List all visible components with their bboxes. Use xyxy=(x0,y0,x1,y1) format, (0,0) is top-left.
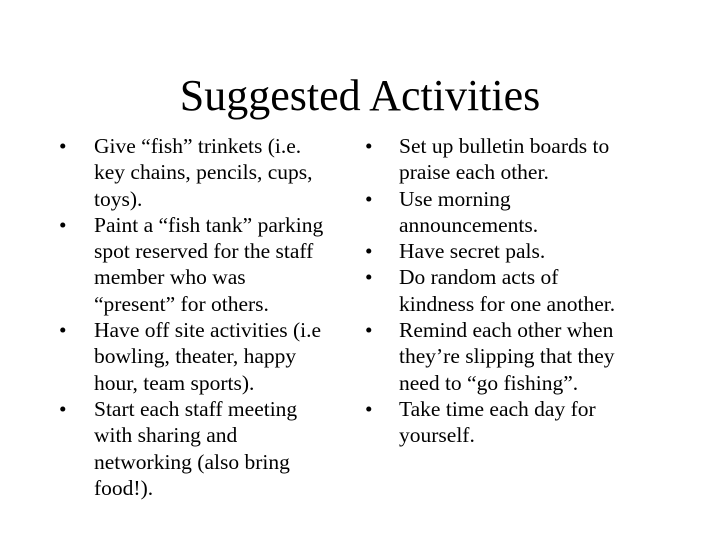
bullet-icon: • xyxy=(365,396,373,421)
bullet-icon: • xyxy=(365,265,373,290)
bullet-line: praise each other. xyxy=(399,160,549,185)
bullet-item xyxy=(362,133,662,186)
bullet-item xyxy=(362,264,662,317)
bullet-line: key chains, pencils, cups, xyxy=(94,160,313,185)
bullet-line: Take time each day for xyxy=(399,396,596,421)
bullet-line: Use morning xyxy=(399,186,511,211)
bullet-line: spot reserved for the staff xyxy=(94,239,314,264)
bullet-item xyxy=(362,186,662,239)
bullet-icon: • xyxy=(365,186,373,211)
bullet-icon: • xyxy=(365,239,373,264)
bullet-line: food!). xyxy=(94,475,154,500)
bullet-icon: • xyxy=(59,212,67,237)
bullet-item xyxy=(57,396,355,501)
bullet-line: networking (also bring xyxy=(94,449,290,474)
bullet-icon: • xyxy=(365,134,373,158)
bullet-line: Give “fish” trinkets (i.e. xyxy=(94,134,302,158)
bullet-line: Have secret pals. xyxy=(399,239,546,264)
bullet-item xyxy=(57,317,355,396)
slide-title: Suggested Activities xyxy=(179,71,541,120)
bullet-item xyxy=(57,133,355,212)
bullet-item xyxy=(362,396,662,449)
bullet-item xyxy=(362,317,662,396)
bullet-line: bowling, theater, happy xyxy=(94,344,297,369)
bullet-line: Remind each other when xyxy=(399,318,614,343)
bullet-icon: • xyxy=(59,318,67,343)
bullet-line: hour, team sports). xyxy=(94,370,255,395)
bullet-line: they’re slipping that they xyxy=(399,344,615,369)
bullet-icon: • xyxy=(365,318,373,343)
bullet-line: Do random acts of xyxy=(399,265,559,290)
bullet-line: Set up bulletin boards to xyxy=(399,134,610,158)
bullet-line: announcements. xyxy=(399,212,539,237)
bullet-line: Paint a “fish tank” parking xyxy=(94,212,324,237)
bullet-icon: • xyxy=(59,134,67,158)
bullet-line: yourself. xyxy=(399,423,475,448)
bullet-item xyxy=(57,212,355,317)
bullet-item xyxy=(362,238,662,264)
bullet-line: toys). xyxy=(94,186,143,211)
left-bullet-list xyxy=(57,133,355,501)
bullet-line: “present” for others. xyxy=(94,291,269,316)
bullet-icon: • xyxy=(59,396,67,421)
bullet-line: Start each staff meeting xyxy=(94,396,298,421)
right-bullet-list xyxy=(362,133,662,449)
bullet-line: kindness for one another. xyxy=(399,291,616,316)
bullet-line: with sharing and xyxy=(94,423,238,448)
bullet-line: Have off site activities (i.e xyxy=(94,318,322,343)
bullet-line: need to “go fishing”. xyxy=(399,370,579,395)
bullet-line: member who was xyxy=(94,265,246,290)
